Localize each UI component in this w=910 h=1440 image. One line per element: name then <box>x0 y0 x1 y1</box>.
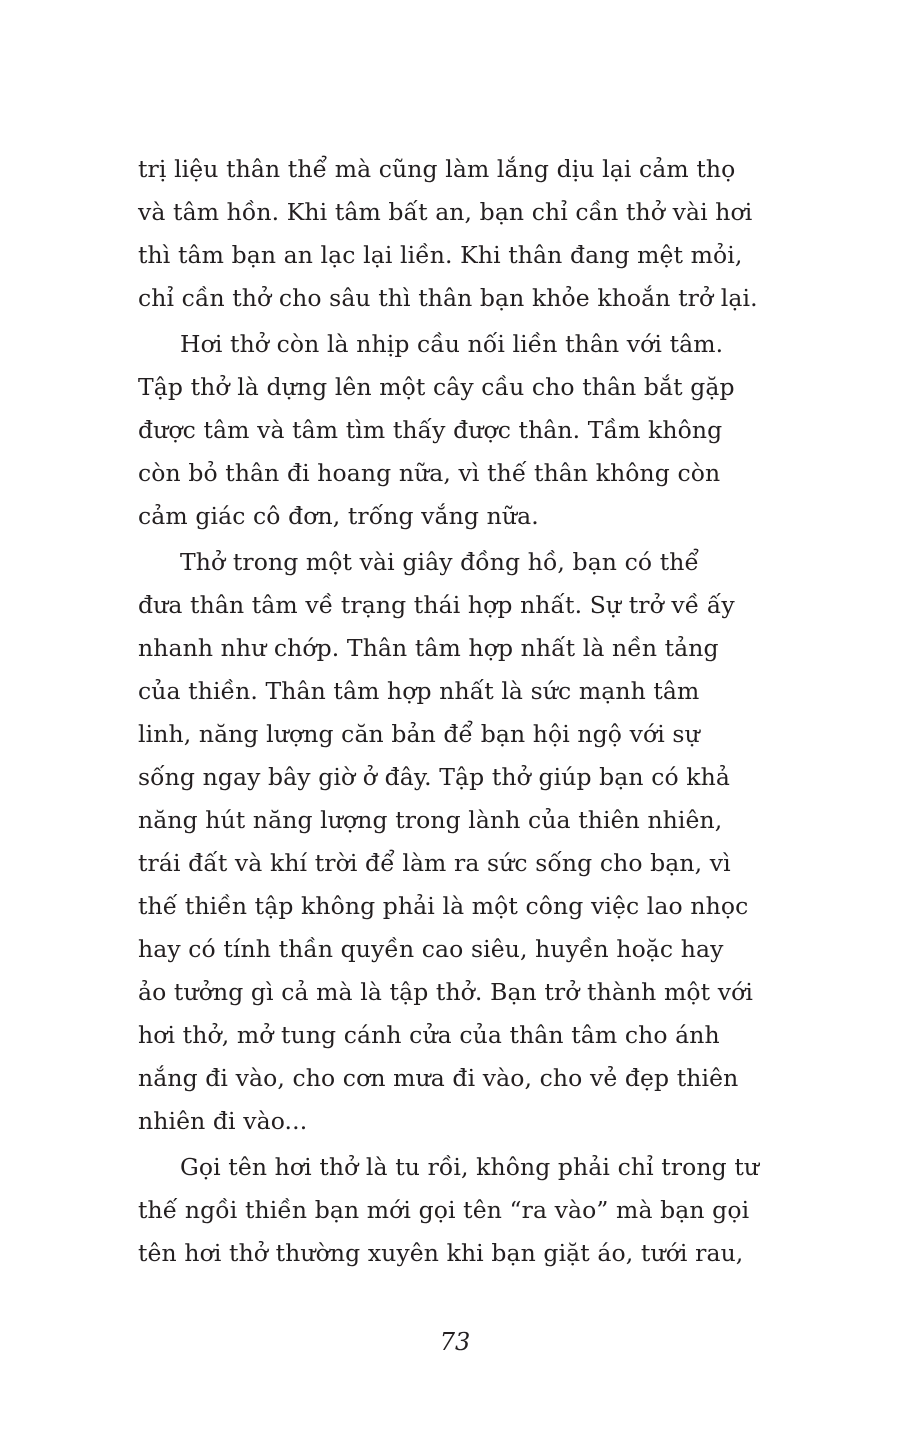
text-line: tên hơi thở thường xuyên khi bạn giặt áo, tưới rau, <box>138 1239 744 1267</box>
text-line: sống ngay bây giờ ở đây. Tập thở giúp bạn có khả <box>138 763 730 791</box>
paragraph-2 <box>138 323 778 538</box>
text-line: linh, năng lượng căn bản để bạn hội ngộ với sự <box>138 720 700 748</box>
text-line: Tập thở là dựng lên một cây cầu cho thân bắt gặp <box>138 373 735 401</box>
text-line: nhiên đi vào... <box>138 1107 308 1135</box>
body-text <box>138 148 778 1275</box>
paragraph-4 <box>138 1146 778 1275</box>
text-line: đưa thân tâm về trạng thái hợp nhất. Sự trở về ấy <box>138 591 735 619</box>
text-line: thế ngồi thiền bạn mới gọi tên “ra vào” mà bạn gọi <box>138 1196 750 1224</box>
text-line: hay có tính thần quyền cao siêu, huyền hoặc hay <box>138 935 724 963</box>
paragraph-1 <box>138 148 778 320</box>
text-line: và tâm hồn. Khi tâm bất an, bạn chỉ cần thở vài hơi <box>138 198 753 226</box>
text-line: Gọi tên hơi thở là tu rồi, không phải chỉ trong tư <box>180 1153 760 1181</box>
text-line: hơi thở, mở tung cánh cửa của thân tâm cho ánh <box>138 1021 720 1049</box>
text-line: được tâm và tâm tìm thấy được thân. Tầm không <box>138 416 723 444</box>
text-line: cảm giác cô đơn, trống vắng nữa. <box>138 502 539 530</box>
text-line: còn bỏ thân đi hoang nữa, vì thế thân không còn <box>138 459 721 487</box>
text-line: Thở trong một vài giây đồng hồ, bạn có thể <box>180 548 700 576</box>
text-line: thì tâm bạn an lạc lại liền. Khi thân đang mệt mỏi, <box>138 241 743 269</box>
text-line: thế thiền tập không phải là một công việc lao nhọc <box>138 892 749 920</box>
text-line: của thiền. Thân tâm hợp nhất là sức mạnh tâm <box>138 677 700 705</box>
text-line: trị liệu thân thể mà cũng làm lắng dịu lại cảm thọ <box>138 155 736 183</box>
page-number: 73 <box>439 1328 471 1356</box>
text-line: nắng đi vào, cho cơn mưa đi vào, cho vẻ đẹp thiên <box>138 1064 739 1092</box>
text-line: trái đất và khí trời để làm ra sức sống cho bạn, vì <box>138 849 731 877</box>
text-line: ảo tưởng gì cả mà là tập thở. Bạn trở thành một với <box>138 978 753 1006</box>
text-line: Hơi thở còn là nhịp cầu nối liền thân với tâm. <box>180 330 724 358</box>
paragraph-3 <box>138 541 778 1143</box>
text-line: năng hút năng lượng trong lành của thiên nhiên, <box>138 806 723 834</box>
text-line: chỉ cần thở cho sâu thì thân bạn khỏe khoắn trở lại. <box>138 284 758 312</box>
text-line: nhanh như chớp. Thân tâm hợp nhất là nền tảng <box>138 634 719 662</box>
